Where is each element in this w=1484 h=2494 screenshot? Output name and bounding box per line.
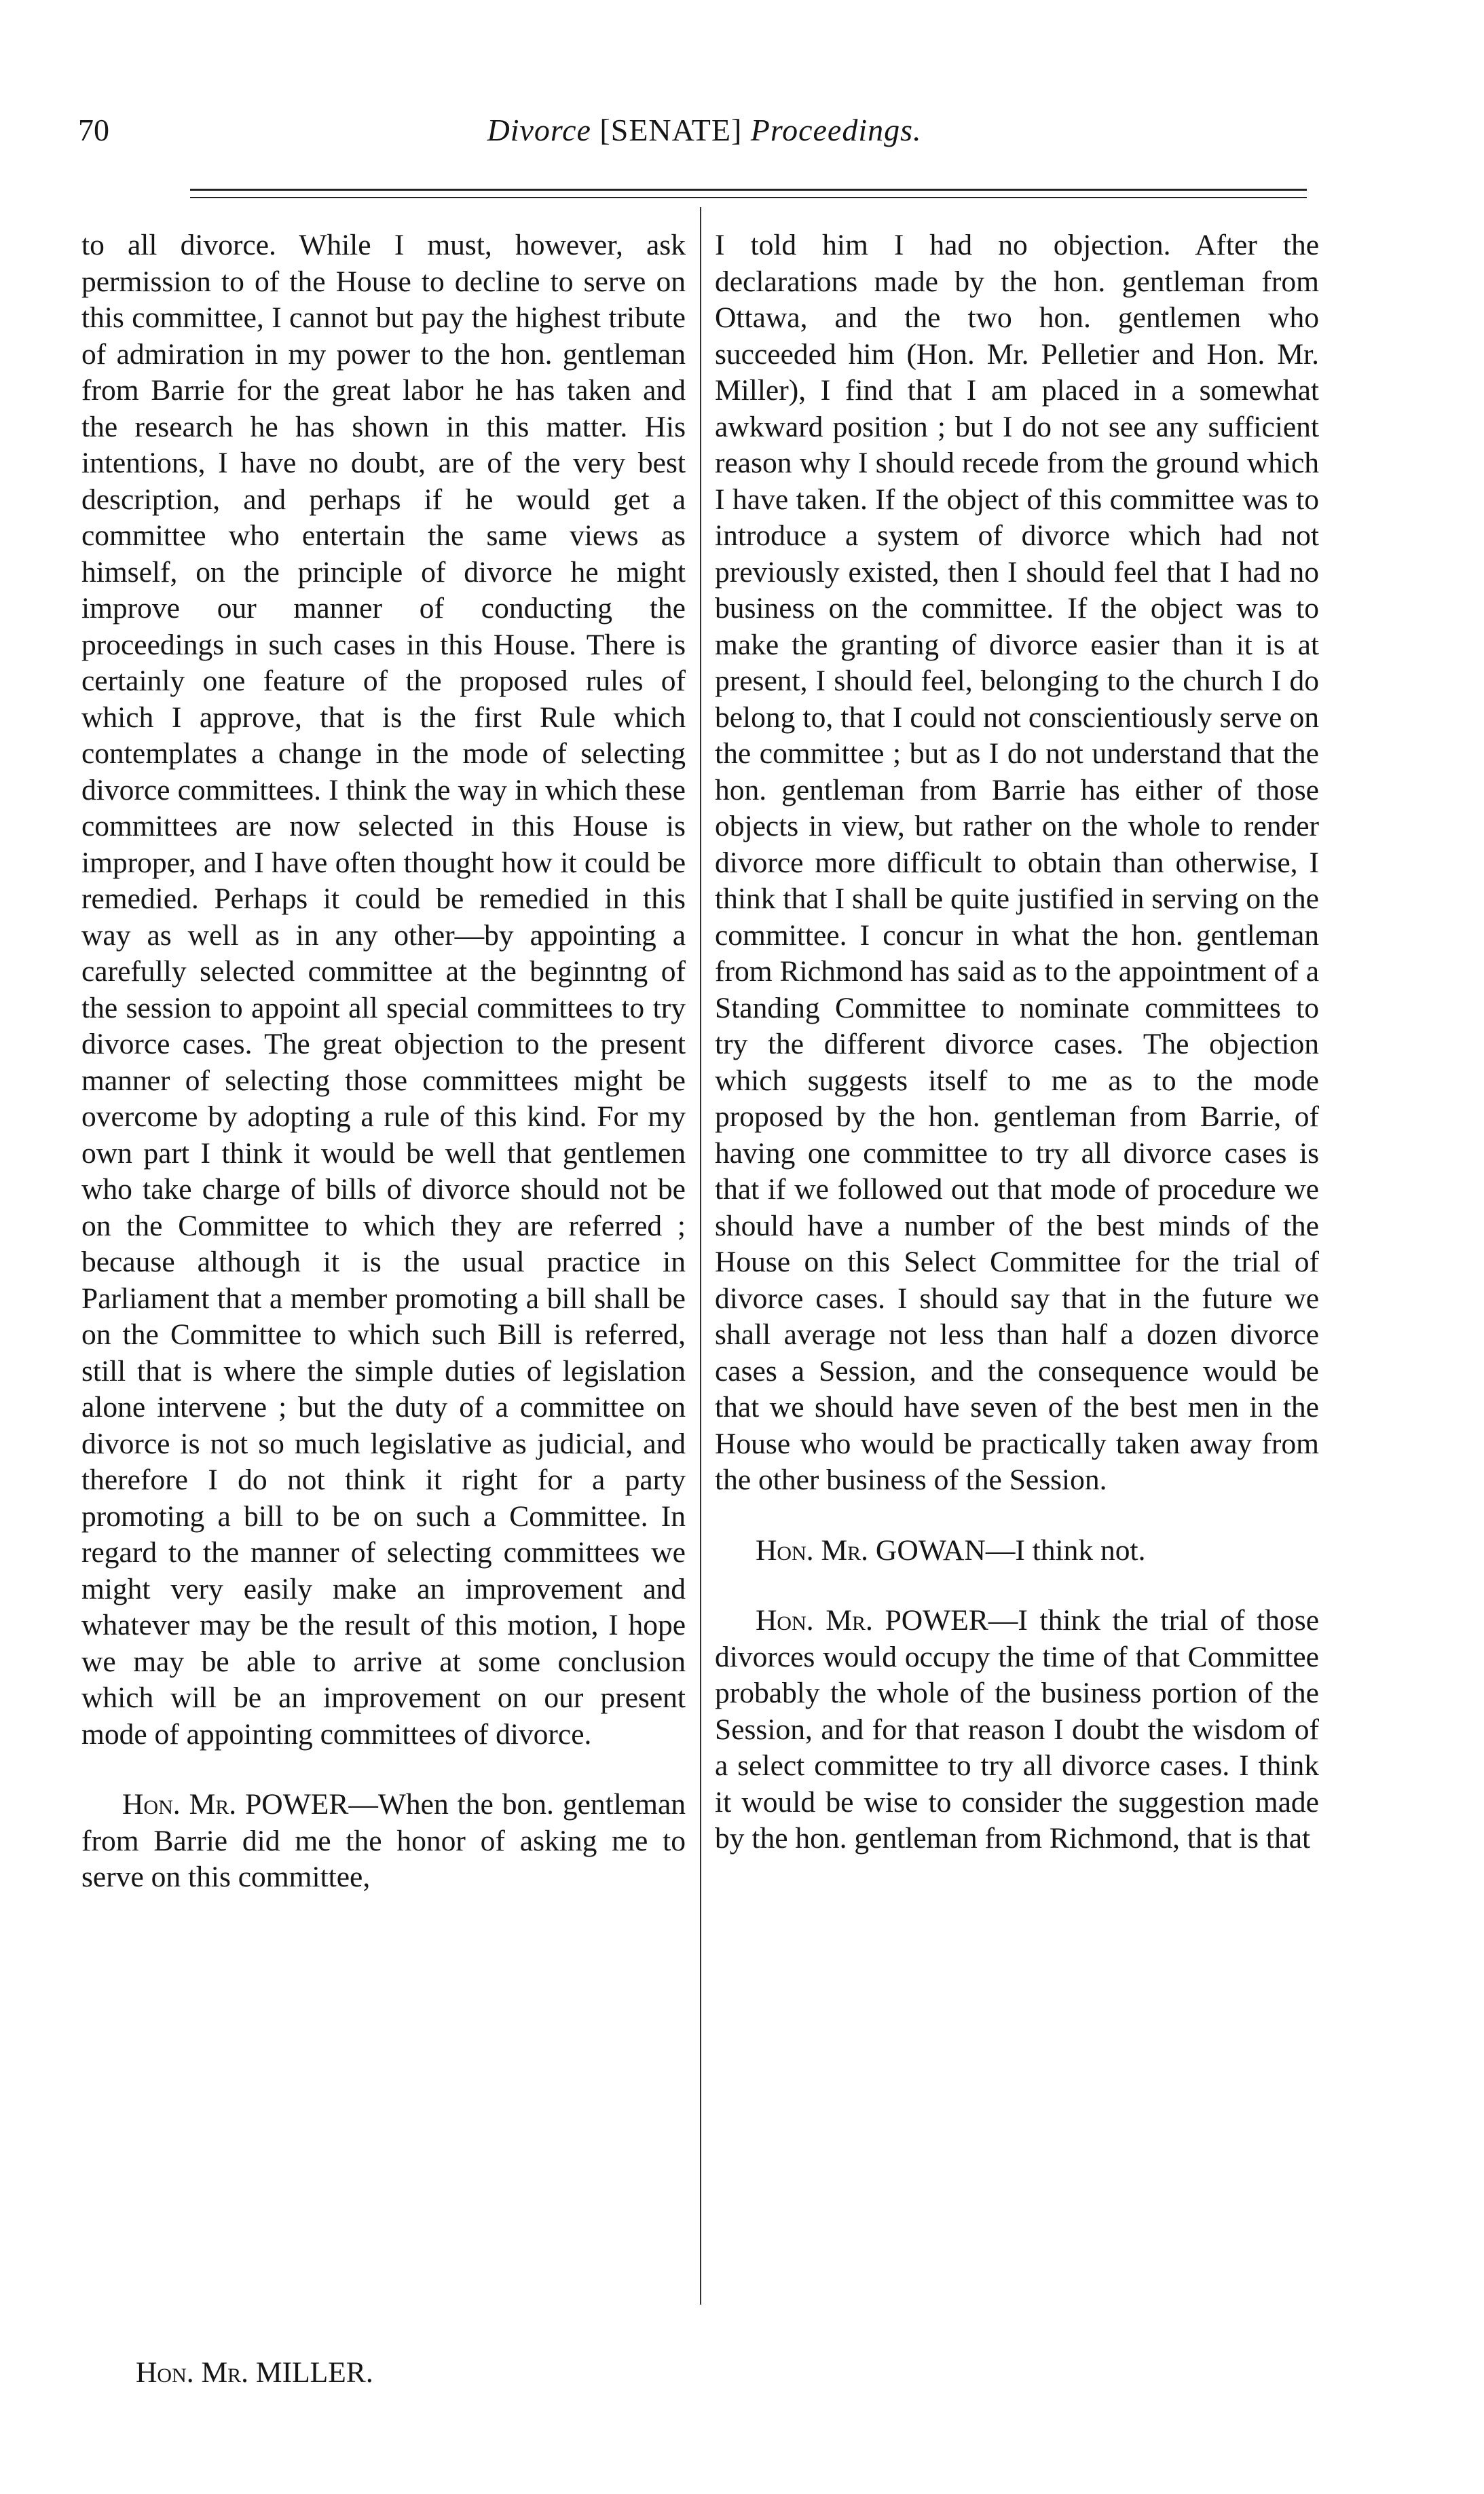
running-head-proceedings: Proceedings. — [750, 113, 922, 147]
paragraph-text: to all divorce. While I must, however, ask permission to of the House to decline to serve on this committee, I cannot but pay the highest tribute of admiration in my power to the hon. gentleman from Barrie for the great labor he has taken and the research he has shown in this matter. His intentions, I have no doubt, are of the very best description, and perhaps if he would get a committee who entertain the same views as himself, on the principle of divorce he might improve our manner of conducting the proceedings in such cases in this House. There is certainly one feature of the proposed rules of which I approve, that is the first Rule which contemplates a change in the mode of selecting divorce committees. I think the way in which these committees are now selected in this House is improper, and I have often thought how it could be remedied. Perhaps it could be remedied in this way as well as in any other—by appointing a carefully selected committee at the beginntng of the session to appoint all special committees to try divorce cases. The great objection to the present manner of selecting those committees might be overcome by adopting a rule of this kind. For my own part I think it would be well that gentlemen who take charge of bills of divorce should not be on the Committee to which they are referred ; because although it is the usual practice in Parliament that a member promoting a bill shall be on the Committee to which such Bill is referred, still that is where the simple duties of legislation alone intervene ; but the duty of a committee on divorce is not so much legislative as judicial, and therefore I do not think it right for a party promoting a bill to be on such a Committee. In regard to the manner of selecting committees we might very easily make an improvement and whatever may be the result of this motion, I hope we may be able to arrive at some conclusion which will be an improvement on our present mode of appointing committees of divorce. — [81, 229, 686, 1751]
right-paragraph-3 — [715, 1603, 1319, 1857]
paragraph-text: —I think not. — [985, 1533, 1146, 1567]
left-paragraph-2 — [81, 1787, 686, 1896]
catchword: Hon. Mr. MILLER. — [136, 2356, 373, 2389]
page-number: 70 — [78, 113, 109, 147]
paragraph-text: I told him I had no objection. After the declarations made by the hon. gentleman from Ottawa, and the two hon. gentlemen who succeeded him (Hon. Mr. Pelletier and Hon. Mr. Miller), I find that I am placed in a somewhat awkward position ; but I do not see any sufficient reason why I should recede from the ground which I have taken. If the object of this committee was to introduce a system of divorce which had not previously existed, then I should feel that I had no business on the committee. If the object was to make the granting of divorce easier than it is at present, I should feel, belonging to the church I do belong to, that I could not conscientiously serve on the committee ; but as I do not understand that the hon. gentleman from Barrie has either of those objects in view, but rather on the whole to render divorce more difficult to obtain than otherwise, I think that I shall be quite justified in serving on the committee. I concur in what the hon. gentleman from Richmond has said as to the appointment of a Standing Committee to nominate committees to try the different divorce cases. The objection which suggests itself to me as to the mode proposed by the hon. gentleman from Barrie, of having one committee to try all divorce cases is that if we followed out that mode of procedure we should have a number of the best minds of the House on this Select Committee for the trial of divorce cases. I should say that in the future we shall average not less than half a dozen divorce cases a Session, and the consequence would be that we should have seven of the best men in the House who would be practically taken away from the other business of the Session. — [715, 229, 1319, 1496]
left-column — [81, 227, 686, 1896]
right-paragraph-1 — [715, 227, 1319, 1499]
paragraph-text: —When the bon. gentleman from Barrie did me the honor of asking me to serve on this committee, — [81, 1788, 686, 1893]
paragraph-text: —I think the trial of those divorces would occupy the time of that Committee probably the whole of the business portion of the Session, and for that reason I doubt the wisdom of a select committee to try all divorce cases. I think it would be wise to consider the suggestion made by the hon. gentleman from Richmond, that is that — [715, 1604, 1319, 1855]
running-head-senate: [SENATE] — [599, 113, 743, 147]
speaker-name: Hon. Mr. POWER — [756, 1604, 988, 1637]
header-rule-top — [190, 189, 1307, 191]
speaker-name: Hon. Mr. POWER — [122, 1788, 349, 1821]
running-head — [78, 112, 1331, 148]
page-header — [78, 112, 1331, 166]
right-paragraph-2 — [715, 1533, 1319, 1569]
left-paragraph-1 — [81, 227, 686, 1753]
column-divider — [700, 207, 701, 2305]
running-head-divorce: Divorce — [487, 113, 591, 147]
header-rule-bottom — [190, 197, 1307, 198]
speaker-name: Hon. Mr. GOWAN — [756, 1533, 986, 1567]
right-column — [715, 227, 1319, 1857]
